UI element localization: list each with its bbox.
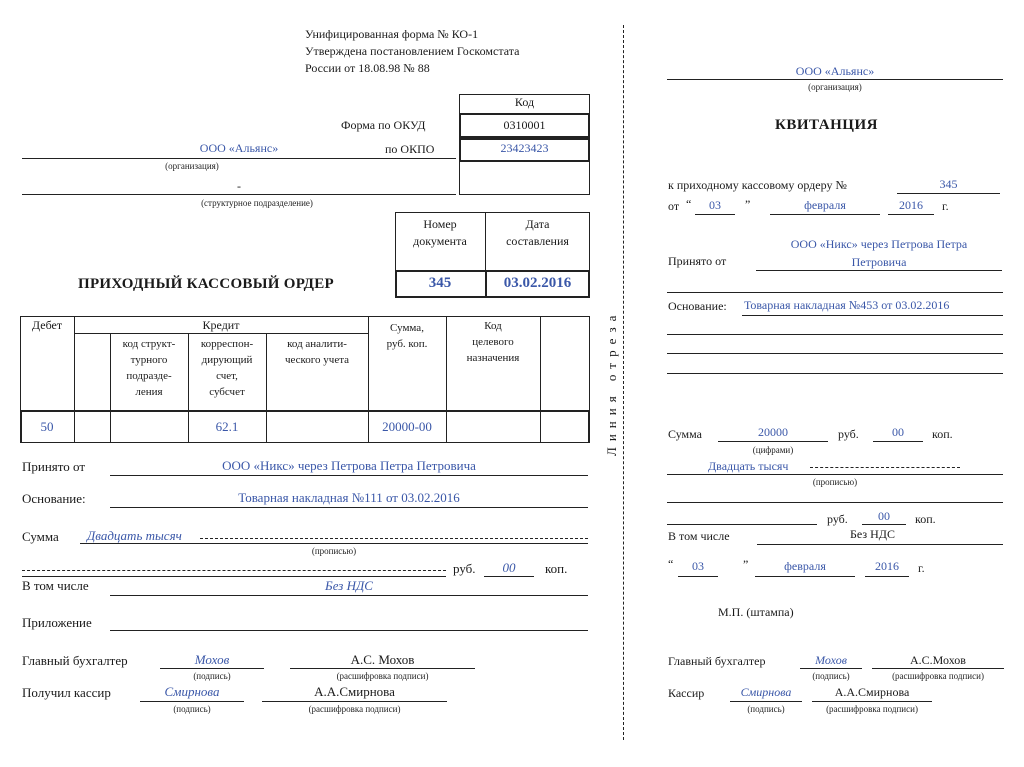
col-analytic-line: код аналити- [287, 338, 347, 350]
receipt-basis-label: Основание: [668, 299, 727, 313]
cut-line-label: Линия отреза [604, 309, 619, 456]
receipt-cashier-decode-caption: (расшифровка подписи) [826, 704, 918, 714]
receipt-year: 2016 [899, 198, 923, 212]
accepted-label: Принято от [22, 459, 86, 474]
col-purpose-line: целевого [472, 336, 514, 348]
col-analytic-line: ческого учета [284, 354, 350, 366]
kop-value: 00 [502, 560, 516, 575]
okpo-value: 23423423 [500, 141, 549, 155]
row-sum: 20000-00 [382, 419, 432, 434]
doc-num-label1: Номер [423, 217, 457, 231]
order-title: ПРИХОДНЫЙ КАССОВЫЙ ОРДЕР [78, 276, 334, 292]
receipt-cashier-signature: Смирнова [740, 685, 792, 699]
receipt-sum-digits: 20000 [758, 425, 788, 439]
receipt-sum-label: Сумма [668, 427, 702, 441]
chief-signature: Мохов [194, 652, 230, 667]
col-corr-line: субсчет [209, 386, 245, 398]
col-struct-line: подразде- [126, 370, 172, 382]
cashier-label: Получил кассир [22, 685, 111, 700]
accepted-value: ООО «Никс» через Петрова Петра Петровича [222, 458, 476, 473]
sum-label: Сумма [22, 529, 59, 544]
col-purpose-line: Код [484, 320, 502, 332]
col-corr-line: счет, [216, 370, 238, 382]
receipt-quote-open-2: “ [668, 557, 674, 571]
col-corr-line: корреспон- [200, 338, 254, 350]
receipt-title: КВИТАНЦИЯ [775, 117, 878, 133]
form-header-line3: России от 18.08.98 № 88 [305, 61, 430, 75]
col-struct-line: код структ- [122, 338, 176, 350]
date-label2: составления [506, 234, 569, 248]
col-credit: Кредит [202, 318, 240, 332]
receipt-cashier-sign-caption: (подпись) [747, 704, 785, 714]
receipt-accepted-value [756, 235, 1002, 271]
form-header-line2: Утверждена постановлением Госкомстата [305, 44, 520, 58]
receipt-sum-words: Двадцать тысяч [708, 459, 789, 473]
receipt-kop2-value: 00 [878, 509, 890, 523]
receipt-rub: руб. [838, 427, 859, 441]
chief-decode-caption: (расшифровка подписи) [336, 671, 429, 681]
attach-label: Приложение [22, 615, 92, 630]
date-label1: Дата [525, 217, 550, 231]
incl-label: В том числе [22, 578, 89, 593]
col-sum-line: Сумма, [390, 322, 424, 334]
rub-label: руб. [453, 561, 476, 576]
receipt-cashier-name: А.А.Смирнова [834, 685, 910, 699]
receipt-day: 03 [709, 198, 721, 212]
basis-label: Основание: [22, 491, 86, 506]
receipt-month: февраля [804, 198, 846, 212]
cashier-decode-caption: (расшифровка подписи) [308, 704, 401, 714]
receipt-quote-close-2: ” [743, 557, 749, 571]
receipt-incl-value: Без НДС [850, 527, 895, 541]
col-corr-header [188, 336, 266, 400]
receipt-to-order: к приходному кассовому ордеру № [668, 178, 847, 192]
chief-name: А.С. Мохов [350, 652, 415, 667]
col-sum-header [368, 320, 446, 352]
basis-value: Товарная накладная №111 от 03.02.2016 [238, 490, 460, 505]
cashier-signature: Смирнова [164, 684, 220, 699]
col-struct-line: ления [135, 386, 163, 398]
col-purpose-header [446, 318, 540, 366]
receipt-digits-caption: (цифрами) [752, 445, 794, 455]
code-label: Код [514, 95, 535, 109]
receipt-words-caption: (прописью) [812, 477, 858, 487]
receipt-cashier-label: Кассир [668, 686, 705, 700]
receipt-org: ООО «Альянс» [795, 64, 875, 78]
col-debit: Дебет [31, 318, 63, 332]
receipt-g: г. [942, 199, 949, 213]
col-struct-header [110, 336, 188, 400]
receipt-chief-label: Главный бухгалтер [668, 654, 766, 668]
chief-label: Главный бухгалтер [22, 653, 128, 668]
sum-caption: (прописью) [311, 546, 357, 556]
okud-value: 0310001 [503, 118, 546, 132]
receipt-kop2: коп. [915, 512, 936, 526]
okud-label: Форма по ОКУД [341, 118, 426, 132]
division-caption: (структурное подразделение) [201, 198, 313, 208]
doc-num-header [395, 216, 485, 250]
cashier-name: А.А.Смирнова [314, 684, 395, 699]
date-header [485, 216, 590, 250]
sum-words: Двадцать тысяч [87, 528, 182, 543]
receipt-day2: 03 [692, 559, 704, 573]
form-header-line1: Унифицированная форма № КО-1 [305, 27, 479, 41]
doc-date: 03.02.2016 [503, 275, 572, 291]
doc-number: 345 [428, 275, 452, 291]
organization-name: ООО «Альянс» [199, 141, 279, 155]
division-value: - [237, 179, 241, 193]
receipt-chief-sign-caption: (подпись) [812, 671, 850, 681]
receipt-chief-decode-caption: (расшифровка подписи) [892, 671, 984, 681]
receipt-accepted-line1: ООО «Никс» через Петрова Петра [790, 237, 968, 251]
receipt-basis-value: Товарная накладная №453 от 03.02.2016 [744, 298, 950, 312]
col-sum-line: руб. коп. [386, 338, 428, 350]
row-debit: 50 [40, 419, 54, 434]
doc-num-label2: документа [413, 234, 467, 248]
receipt-incl-label: В том числе [668, 529, 730, 543]
cut-line [623, 25, 624, 740]
receipt-kop: коп. [932, 427, 953, 441]
receipt-year2: 2016 [875, 559, 899, 573]
receipt-accepted-line2: Петровича [851, 255, 907, 269]
receipt-kop-value: 00 [892, 425, 904, 439]
receipt-org-caption: (организация) [808, 82, 862, 92]
receipt-chief-signature: Мохов [815, 653, 847, 667]
organization-caption: (организация) [165, 161, 219, 171]
col-struct-line: турного [130, 354, 168, 366]
receipt-order-number: 345 [939, 177, 958, 191]
receipt-quote-open: “ [686, 197, 692, 211]
receipt-rub2: руб. [827, 512, 848, 526]
incl-value: Без НДС [325, 578, 373, 593]
receipt-accepted-label: Принято от [668, 254, 727, 268]
chief-sign-caption: (подпись) [193, 671, 231, 681]
receipt-ot: от [668, 199, 680, 213]
receipt-month2: февраля [784, 559, 826, 573]
receipt-chief-name: А.С.Мохов [910, 653, 966, 667]
receipt-stamp: М.П. (штампа) [718, 605, 794, 619]
receipt-quote-close: ” [745, 197, 751, 211]
col-purpose-line: назначения [466, 352, 520, 364]
col-analytic-header [266, 336, 368, 368]
receipt-g2: г. [918, 561, 925, 575]
row-corr: 62.1 [215, 419, 239, 434]
okpo-label: по ОКПО [385, 142, 435, 156]
cashier-sign-caption: (подпись) [173, 704, 211, 714]
col-corr-line: дирующий [201, 354, 253, 366]
kop-label: коп. [545, 561, 568, 576]
